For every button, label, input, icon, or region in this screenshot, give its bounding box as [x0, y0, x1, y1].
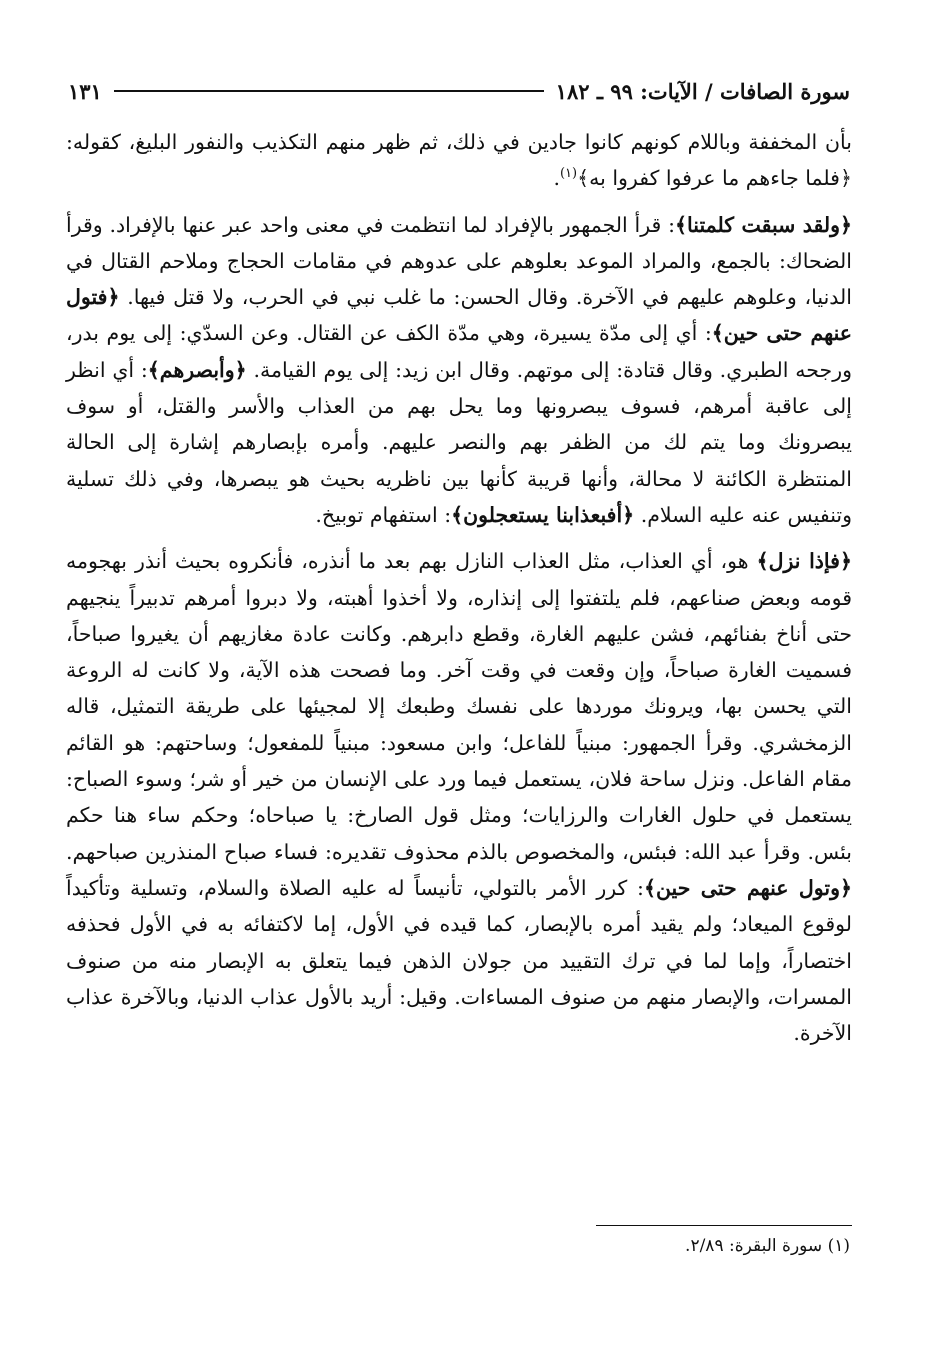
quran-verse-quote: ﴿فتول عنهم حتى حين﴾: [66, 285, 852, 346]
paragraph-text: هو، أي العذاب، مثل العذاب النازل بهم بعد ما أنذره، فأنكروه بحيث أنذر بهجومه قومه وبعض صناعهم، فلم يلتفتوا إلى إنذاره، ولا أخذوا أهبته، ولا دبروا أمرهم تدبيراً ينجيهم حتى أناخ بفنائهم، فشن عليهم الغارة، وقطع دابرهم. وكانت عادة مغازيهم أن يغيروا صباحاً، فسميت الغارة صباحاً، وإن وقعت في وقت آخر. وما فصحت هذه الآية، ولا كانت له الروعة التي يحسن بها، ويرونك موردها على نفسك وطبعك إلا لمجيئها على طريقة التمثيل، قاله الزمخشري. وقرأ الجمهور: مبنياً للفاعل؛ وابن مسعود: مبنياً للمفعول؛ وساحتهم: هو القائم مقام الفاعل. ونزل ساحة فلان، يستعمل فيما ورد على الإنسان من خير أو شر؛ وسوء الصباح: يستعمل في حلول الغارات والرزايات؛ ومثل قول الصارخ: يا صباحاه؛ وحكم ساء هنا حكم بئس. وقرأ عبد الله: فبئس، والمخصوص بالذم محذوف تقديره: فساء صباح المنذرين صباحهم.: [66, 549, 852, 864]
body-text: [66, 124, 852, 1051]
paragraph-text: : أي انظر إلى عاقبة أمرهم، فسوف يبصرونها وما يحل بهم من العذاب والأسر والقتل، أو سوف يبصرونك وما يتم لك من الظفر بهم والنصر عليهم. وأمره بإبصارهم إشارة إلى الحالة المنتظرة الكائنة لا محالة، وأنها قريبة كأنها بين ناظريه بحيث هو يبصرها، وفي ذلك تسلية وتنفيس عنه عليه السلام.: [66, 357, 852, 527]
paragraph-text: : كرر الأمر بالتولي، تأنيساً له عليه الصلاة والسلام، وتسلية وتأكيداً لوقوع الميعاد؛ ولم يقيد أمره بالإبصار، كما قيده في الأول، إما لاكتفائه به في الأول فحذفه اختصاراً، وإما لما في ترك التقييد من جولان الذهن فيما يتعلق به الإبصار منه من صنوف المسرات، والإبصار منهم من صنوف المساءات. وقيل: أريد بالأول عذاب الدنيا، وبالآخرة عذاب الآخرة.: [66, 875, 852, 1046]
paragraph-text: : قرأ الجمهور بالإفراد لما انتظمت في معنى واحد عبر عنها بالإفراد. وقرأ الضحاك: بالجمع، والمراد الموعد بعلوهم على عدوهم في مقامات الحجاج وملاحم القتال في الدنيا، وعلوهم عليهم في الآخرة. وقال الحسن: ما غلب نبي في الحرب، ولا قتل فيها.: [66, 212, 852, 310]
paragraph-text: .: [553, 166, 560, 191]
footnote-divider: [596, 1225, 852, 1226]
quran-verse-quote: ﴿وتول عنهم حتى حين﴾: [643, 875, 852, 900]
page-number: ١٣١: [68, 78, 102, 104]
footnote: (١) سورة البقرة: ٢/٨٩.: [685, 1236, 850, 1256]
quran-verse-quote: ﴿فإذا نزل﴾: [756, 549, 852, 574]
header-title: سورة الصافات / الآيات: ٩٩ ـ ١٨٢: [555, 78, 850, 104]
footnote-reference: (١): [559, 166, 578, 182]
quran-verse-quote: ﴿ولقد سبقت كلمتنا﴾: [675, 212, 852, 237]
paragraph: [66, 207, 852, 534]
quran-verse-quote: ﴿أفبعذابنا يستعجلون﴾: [451, 502, 635, 527]
paragraph: [66, 124, 852, 197]
running-header: [68, 74, 850, 108]
paragraph-text: : أي إلى مدّة يسيرة، وهي مدّة الكف عن القتال. وعن السدّي: إلى يوم بدر، ورجحه الطبري. وقال قتادة: إلى موتهم. وقال ابن زيد: إلى يوم القيامة.: [66, 321, 852, 382]
paragraph-text: ﴿فلما جاءهم ما عرفوا كفروا به﴾: [577, 166, 852, 191]
header-rule: [114, 90, 544, 92]
paragraph: [66, 543, 852, 1051]
paragraph-text: : استفهام توبيخ.: [315, 502, 452, 527]
quran-verse-quote: ﴿وأبصرهم﴾: [147, 357, 247, 382]
paragraph-text: بأن المخففة وباللام كونهم كانوا جادين في ذلك، ثم ظهر منهم التكذيب والنفور البليغ، كقوله:: [66, 130, 852, 154]
